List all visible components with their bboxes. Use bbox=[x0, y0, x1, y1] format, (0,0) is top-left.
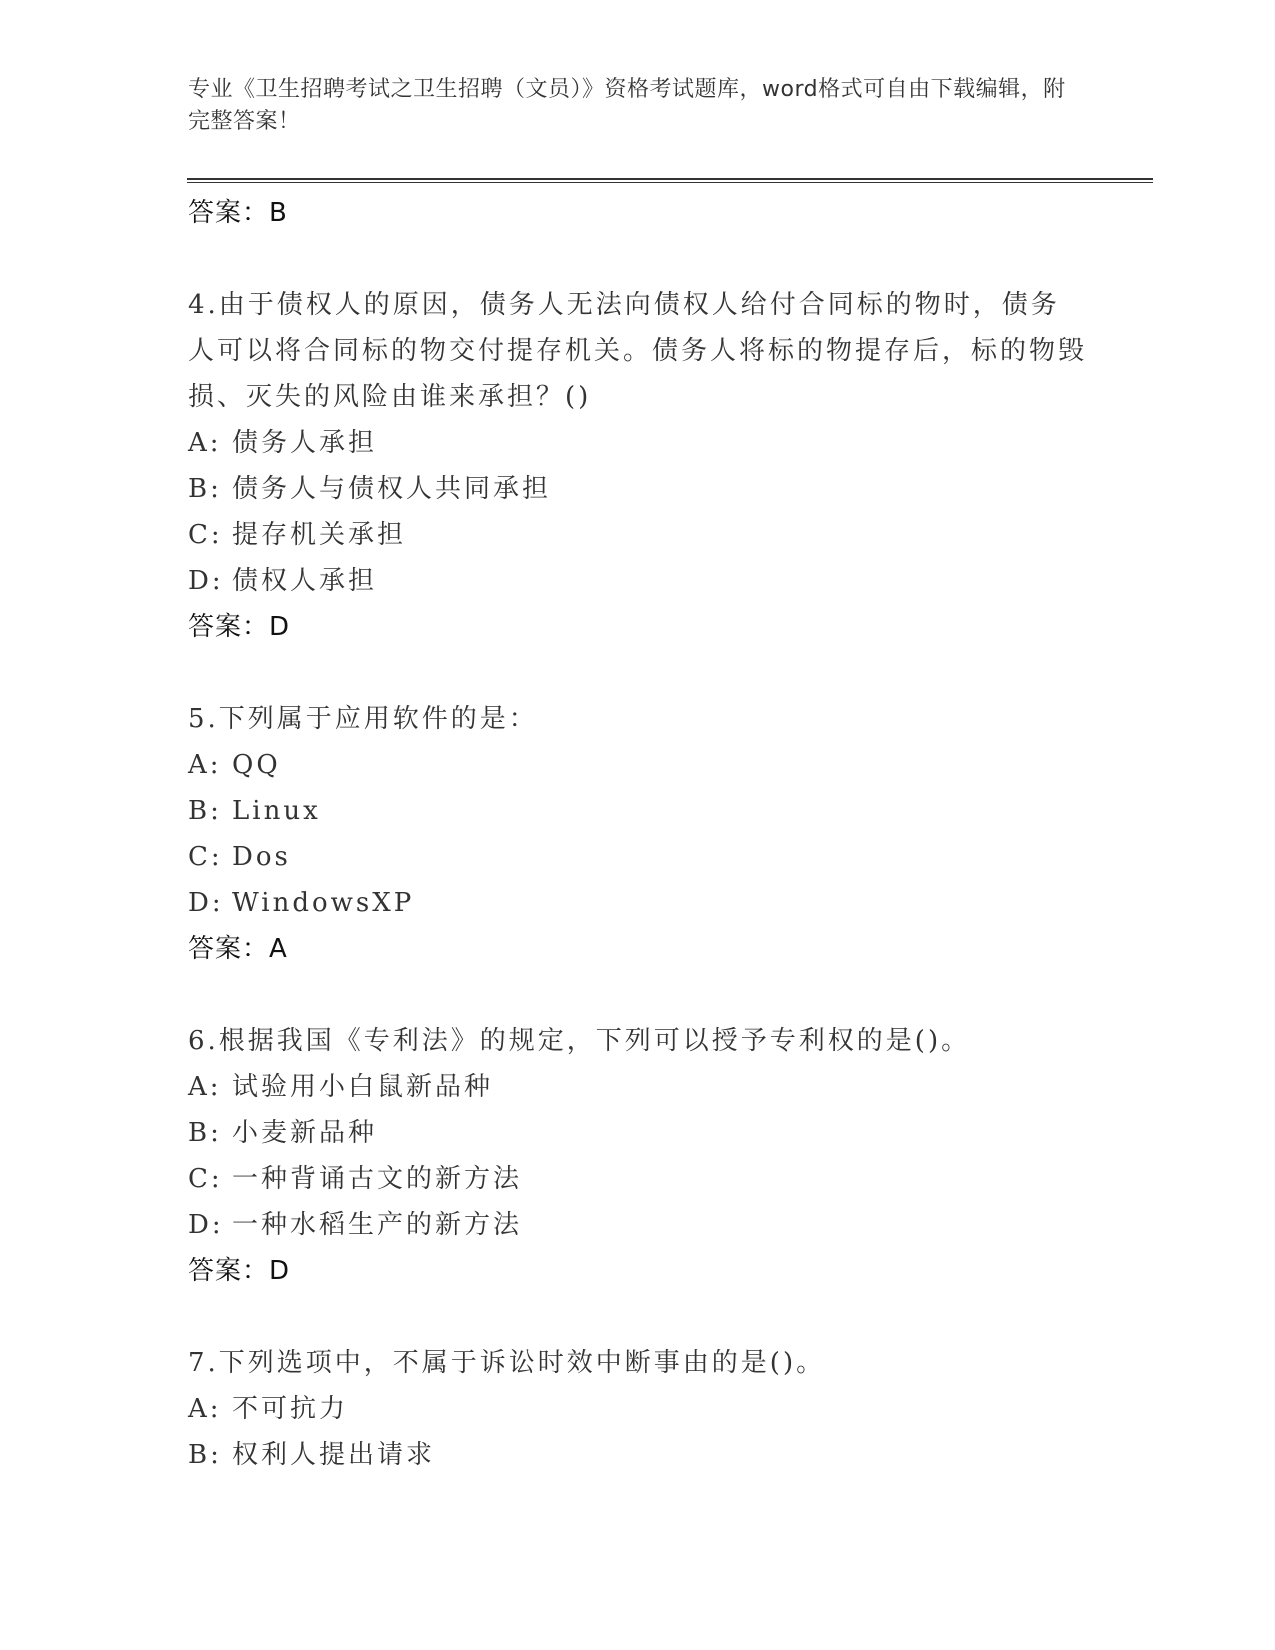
option-letter: D: bbox=[188, 888, 224, 918]
option-letter: A: bbox=[188, 428, 222, 458]
option-letter: D: bbox=[188, 1210, 224, 1240]
option-text: 小麦新品种 bbox=[232, 1118, 378, 1148]
option-letter: B: bbox=[188, 1118, 222, 1148]
spacer bbox=[188, 236, 1088, 282]
answer: 答案：D bbox=[188, 1256, 291, 1286]
option-d bbox=[188, 880, 1088, 926]
option-c bbox=[188, 512, 1088, 558]
option-text: 试验用小白鼠新品种 bbox=[232, 1072, 494, 1102]
option-b bbox=[188, 1110, 1088, 1156]
question-text: 7.下列选项中，不属于诉讼时效中断事由的是()。 bbox=[188, 1348, 826, 1378]
spacer bbox=[188, 650, 1088, 696]
answer: 答案：D bbox=[188, 612, 291, 642]
answer-q3: 答案：B bbox=[188, 198, 288, 228]
question-4 bbox=[188, 282, 1088, 650]
option-text: 债务人承担 bbox=[232, 428, 378, 458]
header-divider bbox=[187, 178, 1153, 183]
question-list bbox=[188, 190, 1088, 1478]
option-text: 一种水稻生产的新方法 bbox=[232, 1210, 523, 1240]
option-text: 债务人与债权人共同承担 bbox=[232, 474, 552, 504]
option-letter: C: bbox=[188, 520, 223, 550]
option-d bbox=[188, 1202, 1088, 1248]
answer: 答案：A bbox=[188, 934, 288, 964]
option-text: WindowsXP bbox=[232, 888, 415, 918]
question-7 bbox=[188, 1340, 1088, 1478]
option-text: Dos bbox=[232, 842, 291, 872]
question-5 bbox=[188, 696, 1088, 972]
option-text: 提存机关承担 bbox=[232, 520, 407, 550]
option-a bbox=[188, 1064, 1088, 1110]
question-text: 6.根据我国《专利法》的规定，下列可以授予专利权的是()。 bbox=[188, 1026, 971, 1056]
option-text: QQ bbox=[232, 750, 281, 780]
option-c bbox=[188, 1156, 1088, 1202]
option-letter: B: bbox=[188, 1440, 222, 1470]
option-letter: B: bbox=[188, 474, 222, 504]
question-text: 5.下列属于应用软件的是： bbox=[188, 704, 538, 734]
spacer bbox=[188, 1294, 1088, 1340]
option-b bbox=[188, 466, 1088, 512]
option-letter: D: bbox=[188, 566, 224, 596]
option-text: Linux bbox=[232, 796, 321, 826]
option-a bbox=[188, 742, 1088, 788]
option-b bbox=[188, 788, 1088, 834]
question-6 bbox=[188, 1018, 1088, 1294]
option-a bbox=[188, 1386, 1088, 1432]
option-c bbox=[188, 834, 1088, 880]
option-letter: A: bbox=[188, 750, 222, 780]
option-letter: C: bbox=[188, 1164, 223, 1194]
option-d bbox=[188, 558, 1088, 604]
option-text: 一种背诵古文的新方法 bbox=[232, 1164, 523, 1194]
option-b bbox=[188, 1432, 1088, 1478]
question-text: 4.由于债权人的原因，债务人无法向债权人给付合同标的物时，债务人可以将合同标的物交付提存机关。债务人将标的物提存后，标的物毁损、灭失的风险由谁来承担？() bbox=[188, 290, 1088, 412]
option-text: 权利人提出请求 bbox=[232, 1440, 436, 1470]
option-letter: B: bbox=[188, 796, 222, 826]
option-letter: A: bbox=[188, 1394, 222, 1424]
option-letter: A: bbox=[188, 1072, 222, 1102]
option-letter: C: bbox=[188, 842, 223, 872]
option-a bbox=[188, 420, 1088, 466]
option-text: 不可抗力 bbox=[232, 1394, 349, 1424]
option-text: 债权人承担 bbox=[232, 566, 378, 596]
document-header: 专业《卫生招聘考试之卫生招聘（文员）》资格考试题库，word格式可自由下载编辑，附完整答案！ bbox=[188, 77, 1066, 134]
spacer bbox=[188, 972, 1088, 1018]
